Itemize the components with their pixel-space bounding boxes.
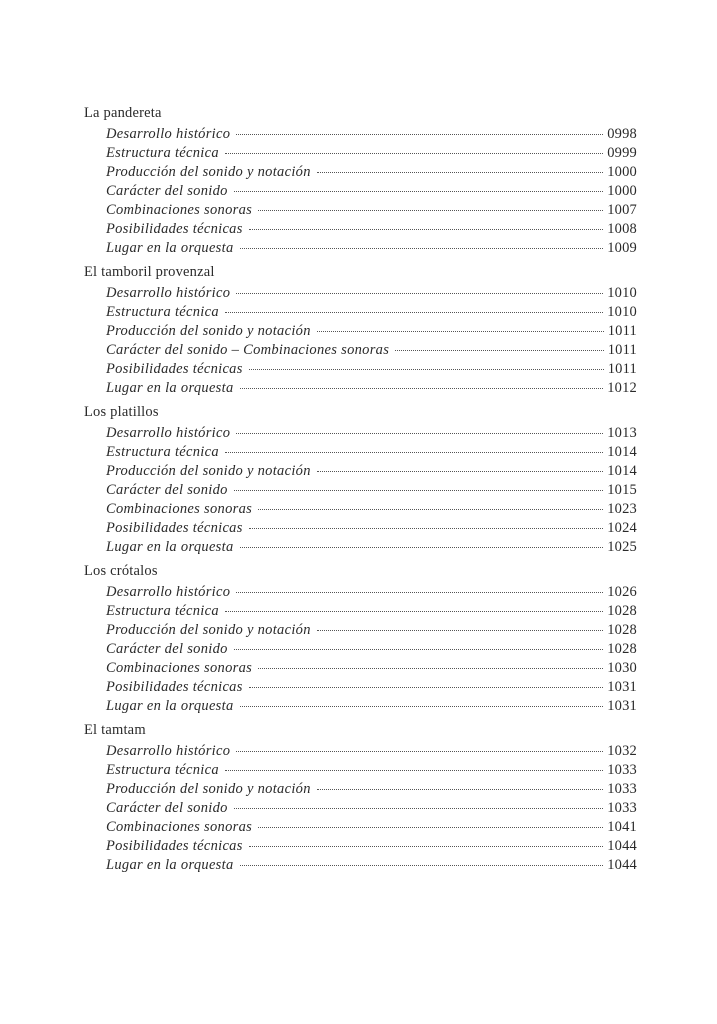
toc-entry [106,780,637,799]
entry-label: Posibilidades técnicas [106,679,243,695]
toc-entry [106,856,637,875]
dot-leader [395,350,604,351]
dot-leader [249,369,604,370]
toc-section [84,104,637,258]
dot-leader [249,528,604,529]
entry-page-number: 1025 [607,539,637,555]
entry-page-number: 1032 [607,743,637,759]
entry-label: Producción del sonido y notación [106,463,311,479]
entry-label: Estructura técnica [106,762,219,778]
entry-page-number: 1013 [607,425,637,441]
entry-page-number: 0999 [607,145,637,161]
entry-page-number: 1026 [607,584,637,600]
dot-leader [236,433,603,434]
entry-page-number: 1031 [607,698,637,714]
entry-label: Posibilidades técnicas [106,221,243,237]
toc-entry [106,818,637,837]
entry-label: Lugar en la orquesta [106,857,234,873]
entry-label: Estructura técnica [106,603,219,619]
entry-page-number: 1010 [607,304,637,320]
entry-label: Lugar en la orquesta [106,240,234,256]
entry-page-number: 1031 [607,679,637,695]
section-title: Los crótalos [84,563,158,579]
dot-leader [317,789,603,790]
toc-entry [106,303,637,322]
entry-page-number: 1008 [607,221,637,237]
dot-leader [225,770,603,771]
dot-leader [317,630,603,631]
toc-section [84,562,637,716]
dot-leader [225,312,603,313]
entry-page-number: 1033 [607,800,637,816]
dot-leader [236,134,603,135]
entry-label: Producción del sonido y notación [106,622,311,638]
toc-entry [106,284,637,303]
toc-section [84,721,637,875]
toc-entry [106,500,637,519]
entry-page-number: 1014 [607,444,637,460]
toc-entry [106,481,637,500]
entry-label: Desarrollo histórico [106,425,231,441]
dot-leader [240,865,604,866]
toc-entry [106,201,637,220]
entry-label: Combinaciones sonoras [106,819,253,835]
entry-page-number: 1028 [607,603,637,619]
dot-leader [236,751,603,752]
entry-page-number: 1030 [607,660,637,676]
toc-entry [106,583,637,602]
dot-leader [240,706,604,707]
entry-label: Estructura técnica [106,304,219,320]
toc-entry [106,538,637,557]
toc-entry [106,659,637,678]
dot-leader [240,547,604,548]
entry-page-number: 1014 [607,463,637,479]
dot-leader [249,687,604,688]
entry-page-number: 1000 [607,164,637,180]
entry-page-number: 1007 [607,202,637,218]
dot-leader [234,808,603,809]
dot-leader [234,191,603,192]
dot-leader [258,210,603,211]
entry-label: Combinaciones sonoras [106,660,253,676]
toc-entry [106,799,637,818]
entry-label: Carácter del sonido – Combinaciones sonoras [106,342,390,358]
toc-entry [106,144,637,163]
toc-section [84,403,637,557]
entry-label: Estructura técnica [106,145,219,161]
entry-page-number: 1000 [607,183,637,199]
dot-leader [258,827,603,828]
toc-entry [106,341,637,360]
entry-page-number: 0998 [607,126,637,142]
entry-label: Carácter del sonido [106,800,228,816]
toc-entry [106,640,637,659]
entry-page-number: 1011 [607,323,637,339]
section-title: Los platillos [84,404,159,420]
entry-page-number: 1044 [607,857,637,873]
dot-leader [240,248,604,249]
toc-entry [106,125,637,144]
entry-page-number: 1028 [607,622,637,638]
toc-entry [106,742,637,761]
dot-leader [234,490,603,491]
entry-page-number: 1009 [607,240,637,256]
entry-page-number: 1044 [607,838,637,854]
toc-entry [106,360,637,379]
entry-label: Carácter del sonido [106,641,228,657]
entry-label: Desarrollo histórico [106,126,231,142]
toc-entry [106,519,637,538]
toc-entry [106,697,637,716]
toc-entry [106,182,637,201]
toc-entry [106,163,637,182]
dot-leader [317,471,603,472]
entry-label: Posibilidades técnicas [106,520,243,536]
entry-label: Carácter del sonido [106,183,228,199]
entry-label: Desarrollo histórico [106,584,231,600]
toc-entry [106,239,637,258]
entry-label: Producción del sonido y notación [106,781,311,797]
dot-leader [249,846,604,847]
entry-label: Desarrollo histórico [106,285,231,301]
entry-page-number: 1015 [607,482,637,498]
entry-label: Lugar en la orquesta [106,380,234,396]
entry-page-number: 1028 [607,641,637,657]
toc-entry [106,462,637,481]
entry-page-number: 1024 [607,520,637,536]
section-title: El tamtam [84,722,146,738]
entry-label: Posibilidades técnicas [106,361,243,377]
entry-label: Carácter del sonido [106,482,228,498]
entry-page-number: 1010 [607,285,637,301]
entry-label: Estructura técnica [106,444,219,460]
entry-label: Lugar en la orquesta [106,539,234,555]
dot-leader [317,331,604,332]
toc-entry [106,602,637,621]
entry-label: Producción del sonido y notación [106,323,311,339]
toc-entry [106,220,637,239]
entry-page-number: 1041 [607,819,637,835]
entry-label: Combinaciones sonoras [106,501,253,517]
dot-leader [249,229,604,230]
dot-leader [236,592,603,593]
toc-entry [106,678,637,697]
toc-entry [106,443,637,462]
entry-label: Combinaciones sonoras [106,202,253,218]
section-title: La pandereta [84,105,162,121]
dot-leader [258,668,603,669]
entry-label: Producción del sonido y notación [106,164,311,180]
entry-page-number: 1011 [607,342,637,358]
entry-page-number: 1033 [607,781,637,797]
entry-label: Desarrollo histórico [106,743,231,759]
dot-leader [234,649,603,650]
dot-leader [317,172,603,173]
entry-label: Posibilidades técnicas [106,838,243,854]
dot-leader [225,452,603,453]
entry-page-number: 1023 [607,501,637,517]
table-of-contents [84,104,637,875]
entry-page-number: 1033 [607,762,637,778]
toc-entry [106,761,637,780]
section-title: El tamboril provenzal [84,264,215,280]
toc-entry [106,322,637,341]
entry-label: Lugar en la orquesta [106,698,234,714]
dot-leader [240,388,604,389]
dot-leader [225,611,603,612]
toc-section [84,263,637,398]
toc-entry [106,379,637,398]
toc-entry [106,424,637,443]
entry-page-number: 1011 [607,361,637,377]
dot-leader [236,293,603,294]
toc-entry [106,837,637,856]
entry-page-number: 1012 [607,380,637,396]
dot-leader [225,153,603,154]
dot-leader [258,509,603,510]
toc-entry [106,621,637,640]
